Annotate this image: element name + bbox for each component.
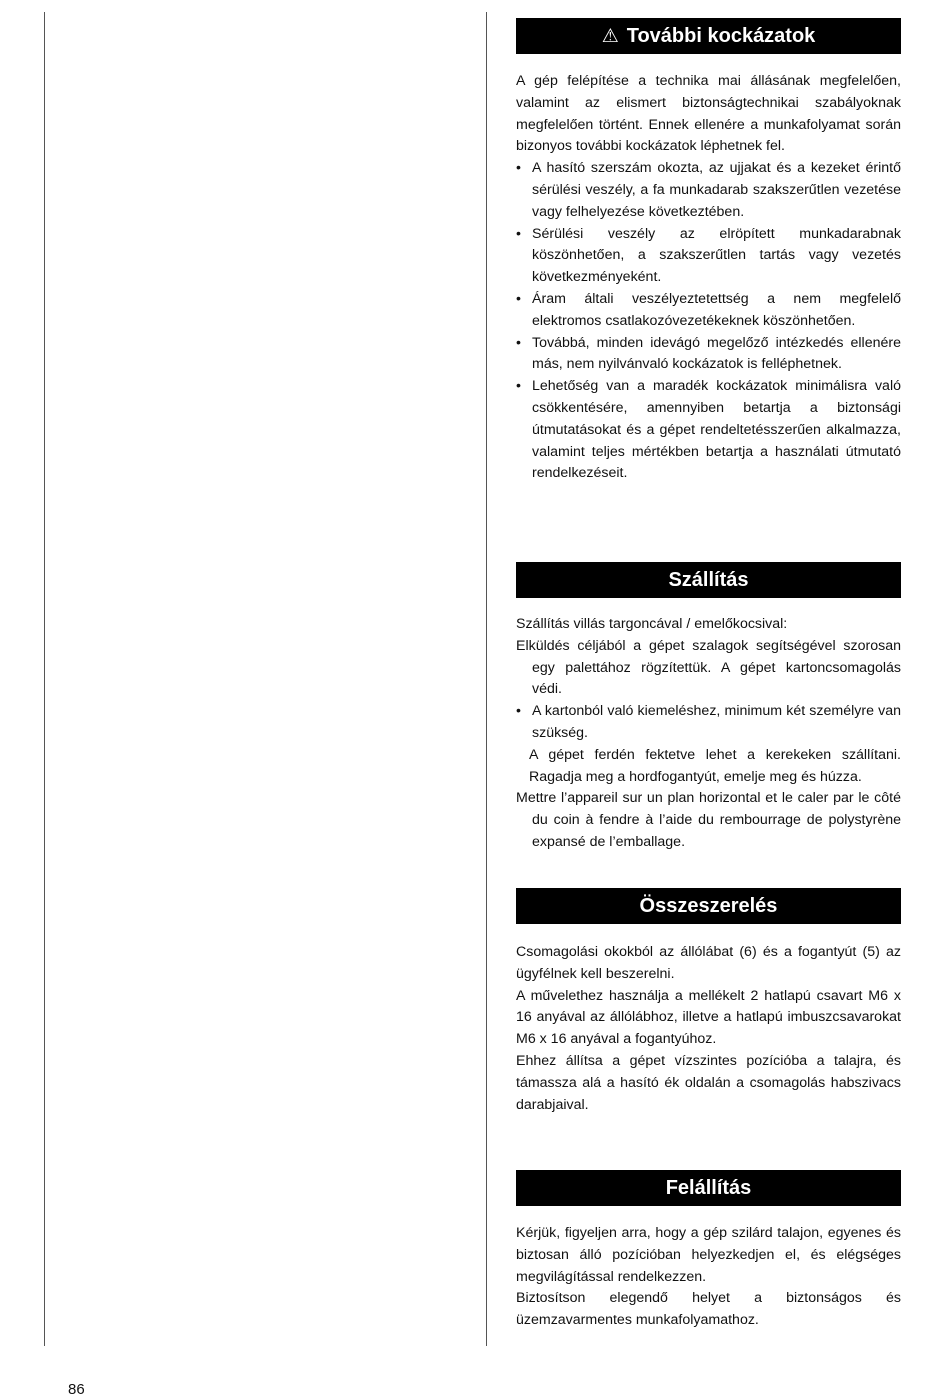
bullet-dot: •: [516, 290, 521, 307]
page-number: 86: [68, 1381, 85, 1398]
bullet-dot: •: [516, 334, 521, 351]
transport-line1: Szállítás villás targoncával / emelőkocsival:: [516, 616, 788, 632]
column-divider-rule: [486, 12, 487, 1346]
transport-title: Szállítás: [668, 569, 749, 591]
section-setup: [516, 1170, 901, 1332]
warning-triangle-icon: ⚠: [601, 26, 619, 47]
bullet-dot: •: [516, 225, 521, 242]
bullet-dot: •: [516, 378, 521, 395]
transport-para1: Elküldés céljából a gépet szalagok segítségével szorosan egy palettához rögzítettük. A gépet kartoncsomagolás védi.: [516, 637, 901, 698]
bullet-dot: •: [516, 160, 521, 177]
risk-bullet: • Lehetőség van a maradék kockázatok minimálisra való csökkentésére, amennyiben betartja a biztonsági útmutatásokat és a gépet rendeltetésszerűen alkalmazza, valamint teljes mértékben betartja a használati útmutató rendelkezéseit.: [516, 378, 901, 482]
setup-para2: Biztosítson elegendő helyet a biztonságos és üzemzavarmentes munkafolyamathoz.: [516, 1290, 901, 1329]
section-assembly: [516, 888, 901, 1116]
risk-bullet: • A hasító szerszám okozta, az ujjakat és a kezeket érintő sérülési veszély, a fa munkadarab szakszerűtlen vezetése vagy felhelyezése következtében.: [516, 160, 901, 220]
risks-intro: A gép felépítése a technika mai állásának megfelelően, valamint az elismert biztonságtechnikai szabályoknak megfelelően történt. Ennek ellenére a munkafolyamat során bizonyos további kockázatok léphetnek fel.: [516, 73, 901, 155]
risk-bullet: • Áram általi veszélyeztetettség a nem megfelelő elektromos csatlakozóvezetékeknek köszönhetően.: [516, 290, 901, 329]
assembly-para2: A művelethez használja a mellékelt 2 hatlapú csavart M6 x 16 anyával az állólábhoz, illetve a hatlapú imbuszcsavarokat M6 x 16 anyával a fogantyúhoz.: [516, 987, 901, 1048]
section-risks: [516, 18, 901, 485]
setup-para1: Kérjük, figyeljen arra, hogy a gép szilárd talajon, egyenes és biztosan álló pozícióban helyezkedjen el, és elégséges megvilágítással rendelkezzen.: [516, 1225, 901, 1285]
bullet-dot: •: [516, 703, 521, 720]
section-heading-assembly: [516, 888, 901, 924]
assembly-para3: Ehhez állítsa a gépet vízszintes pozícióba a talajra, és támassza alá a hasító ék oldalán a csomagolás habszivacs darabjaival.: [516, 1052, 901, 1113]
section-transport: [516, 562, 901, 854]
transport-para2: A gépet ferdén fektetve lehet a kerekeken szállítani. Ragadja meg a hordfogantyút, emelje meg és húzza.: [529, 746, 901, 785]
risk-bullet: • Továbbá, minden idevágó megelőző intézkedés ellenére más, nem nyilvánvaló kockázatok is felléphetnek.: [516, 334, 901, 373]
section-heading-risks: [516, 18, 901, 54]
risk-bullet: • Sérülési veszély az elröpített munkadarabnak köszönhetően, a szakszerűtlen tartás vagy vezetés következményeként.: [516, 225, 901, 286]
assembly-title: Összeszerelés: [639, 895, 778, 917]
transport-bullet: • A kartonból való kiemeléshez, minimum két személyre van szükség.: [516, 703, 901, 741]
section-heading-transport: [516, 562, 901, 598]
risks-title: További kockázatok: [626, 25, 816, 47]
assembly-para1: Csomagolási okokból az állólábat (6) és a fogantyút (5) az ügyfélnek kell beszerelni.: [516, 944, 901, 982]
section-heading-setup: [516, 1170, 901, 1206]
setup-title: Felállítás: [665, 1177, 752, 1199]
left-margin-rule: [44, 12, 45, 1346]
transport-para3: Mettre l’appareil sur un plan horizontal et le caler par le côté du coin à fendre à l’aide du rembourrage de polystyrène expansé de l’emballage.: [516, 790, 901, 850]
